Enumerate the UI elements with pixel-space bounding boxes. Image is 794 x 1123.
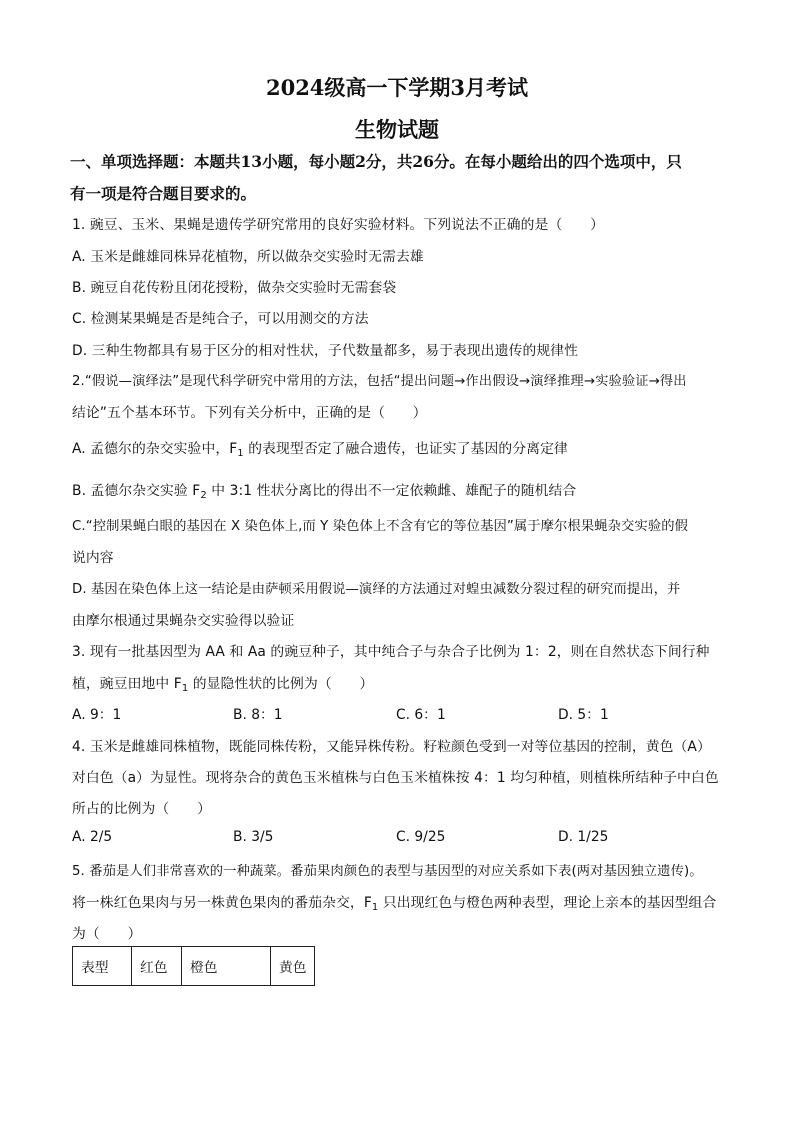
q5-stem-line2-post: 只出现红色与橙色两种表型，理论上亲本的基因型组合 [378,895,717,911]
table-cell-red: 红色 [132,947,182,986]
q3-stem-line2-pre: 植，豌豆田地中 F [72,676,182,692]
q5-stem-line2 [72,891,716,913]
q2-option-c-line1: C.“控制果蝇白眼的基因在 X 染色体上,而 Y 染色体上不含有它的等位基因”属于摩尔根果蝇杂交实验的假 [72,519,689,534]
table-cell-phenotype: 表型 [73,947,132,986]
phenotype-table [72,946,315,986]
q2-stem-line2: 结论”五个基本环节。下列有关分析中，正确的是（ ） [72,405,427,421]
q5-stem-line3: 为（ ） [72,926,142,942]
q4-option-b: B. 3/5 [233,829,274,845]
section-heading-line2: 有一项是符合题目要求的。 [70,184,257,203]
q2-option-b-pre: B. 孟德尔杂交实验 F [72,483,201,499]
q3-stem-line1: 3. 现有一批基因型为 AA 和 Aa 的豌豆种子，其中纯合子与杂合子比例为 1：2，则在自然状态下间行种 [72,644,710,660]
q2-option-b-post: 中 3:1 性状分离比的得出不一定依赖雌、雄配子的随机结合 [206,483,577,499]
q4-stem-line3: 所占的比例为（ ） [72,801,211,817]
subject-title: 生物试题 [355,117,439,142]
q2-option-a-pre: A. 孟德尔的杂交实验中，F [72,441,238,457]
table-cell-yellow: 黄色 [271,947,315,986]
q2-option-b-sub: 2 [200,490,207,501]
q2-stem-line1: 2.“假说—演绎法”是现代科学研究中常用的方法，包括“提出问题→作出假设→演绎推理→实验验证→得出 [72,374,687,389]
q2-option-a [72,437,568,459]
q2-option-d-line2: 由摩尔根通过果蝇杂交实验得以验证 [72,613,295,629]
q3-option-a: A. 9：1 [72,707,122,723]
q4-option-a: A. 2/5 [72,829,113,845]
section-heading-line1: 一、单项选择题：本题共13小题，每小题2分，共26分。在每小题给出的四个选项中，只 [70,152,682,171]
q5-stem-line2-sub: 1 [371,902,379,913]
q3-stem-line2-sub: 1 [181,683,189,694]
q1-option-a: A. 玉米是雌雄同株异花植物，所以做杂交实验时无需去雄 [72,249,424,265]
q2-option-a-sub: 1 [237,448,244,459]
q3-option-b: B. 8：1 [233,707,283,723]
q1-option-d: D. 三种生物都具有易于区分的相对性状，子代数量都多，易于表现出遗传的规律性 [72,343,579,359]
q4-option-d: D. 1/25 [558,829,609,845]
q3-option-d: D. 5：1 [558,707,609,723]
exam-title: 2024级高一下学期3月考试 [265,75,529,100]
q2-option-b [72,479,576,501]
table-row [73,947,315,986]
q3-stem-line2 [72,672,373,694]
q2-option-c-line2: 说内容 [72,550,114,566]
q1-option-b: B. 豌豆自花传粉且闭花授粉，做杂交实验时无需套袋 [72,280,397,296]
q5-stem-line2-pre: 将一株红色果肉与另一株黄色果肉的番茄杂交，F [72,895,372,911]
q4-stem-line1: 4. 玉米是雌雄同株植物，既能同株传粉，又能异株传粉。籽粒颜色受到一对等位基因的控制，黄色（A） [72,739,711,755]
q2-option-d-line1: D. 基因在染色体上这一结论是由萨顿采用假说—演绎的方法通过对蝗虫减数分裂过程的研究而提出，并 [72,582,681,597]
q1-option-c: C. 检测某果蝇是否是纯合子，可以用测交的方法 [72,311,369,327]
q5-stem-line1: 5. 番茄是人们非常喜欢的一种蔬菜。番茄果肉颜色的表型与基因型的对应关系如下表(两对基因独立遗传)。 [72,864,703,879]
q4-option-c: C. 9/25 [396,829,446,845]
table-cell-orange: 橙色 [182,947,271,986]
q2-option-a-post: 的表现型否定了融合遗传，也证实了基因的分离定律 [243,441,568,457]
q3-stem-line2-post: 的显隐性状的比例为（ ） [188,676,374,692]
q3-option-c: C. 6：1 [396,707,446,723]
q4-stem-line2: 对白色（a）为显性。现将杂合的黄色玉米植株与白色玉米植株按 4：1 均匀种植，则植株所结种子中白色 [72,770,719,786]
q1-stem: 1. 豌豆、玉米、果蝇是遗传学研究常用的良好实验材料。下列说法不正确的是（ ） [72,217,605,233]
